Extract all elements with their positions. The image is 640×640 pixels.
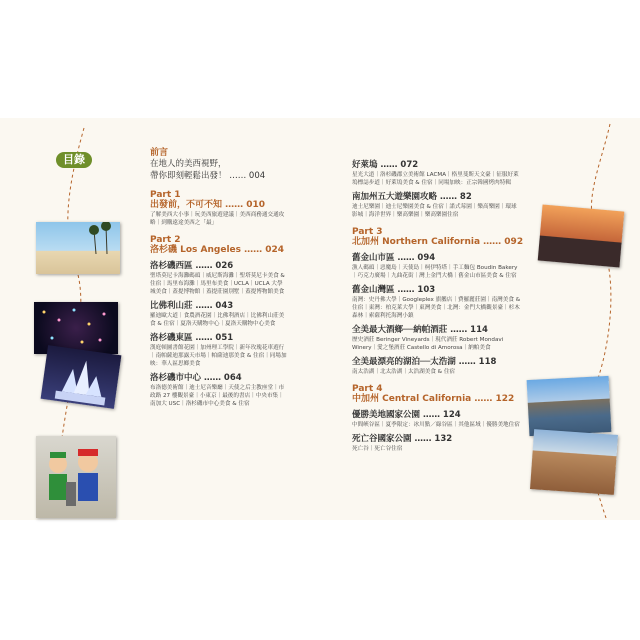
part4-section: [352, 434, 522, 453]
section-desc: 漁人碼頭｜惡魔島｜天使島｜柯伊特塔｜手工麵包 Boudin Bakery｜巧克力廣場｜九曲花街｜灣上金門大橋｜舊金山市區美食 & 住宿: [352, 265, 518, 279]
section-title[interactable]: 全美最大酒鄉──納帕酒莊 …… 114: [352, 325, 488, 335]
section-desc: 星光大道｜洛杉磯郡立美術館 LACMA｜格里斐斯天文臺｜征服好萊塢標誌步道｜好萊塢美食 & 住宿｜同場加映：正宗韓國烤肉特輯: [352, 172, 519, 186]
section-desc: 聖塔莫尼卡海灘碼頭｜威尼斯海灘｜聖塔莫尼卡美食 & 住宿｜馬里布海灘｜馬里布美食｜UCLA｜UCLA 大學城美食｜蓋提博物館｜蓋提莊園別墅｜蓋提博物館美食: [150, 273, 285, 295]
preface-label: 前言: [150, 148, 169, 158]
photo-desert-valley: [530, 429, 618, 495]
preface-line-2: 帶你即刻輕鬆出發！ …… 004: [150, 171, 266, 181]
section-title[interactable]: 優勝美地國家公園 …… 124: [352, 410, 461, 420]
part2-section: [150, 261, 288, 296]
part1-desc: 了解美西大小事｜玩美西旅遊建議｜美西商務通交通攻略｜到購遠途美西之「最」: [150, 212, 285, 226]
part2-section: [150, 333, 288, 368]
section-desc: 迪士尼樂園｜迪士尼樂園美食 & 住宿｜諾式莓園｜樂高樂園｜環球影城｜海洋世界｜樂高樂園｜樂高樂園住宿: [352, 204, 517, 218]
section-title[interactable]: 洛杉磯西區 …… 026: [150, 261, 234, 271]
section-title[interactable]: 舊金山灣區 …… 103: [352, 285, 436, 295]
section-desc: 南灣：史丹佛大學｜Googleplex 旗艦店｜費羅麗莊園｜南灣美食 & 住宿｜東灣：柏克萊大學｜東灣美食｜北灣：金門大橋觀景臺｜杉木森林｜索薩利托海灣小鎮: [352, 297, 521, 319]
section-desc: 死亡谷｜死亡谷住宿: [352, 446, 403, 452]
section-title[interactable]: 舊金山市區 …… 094: [352, 253, 436, 263]
toc-right-column: [352, 160, 522, 453]
section-desc: 羅迪歐大道｜食農酒花園｜比佛利酒店｜比佛利山莊美食 & 住宿｜夏洛天購物中心｜夏洛天購物中心美食: [150, 313, 285, 327]
part4-label: Part 4: [352, 384, 383, 394]
photo-castle-night: [41, 345, 122, 409]
part2-section: [150, 301, 288, 328]
section-title[interactable]: 全美最漂亮的湖泊──太浩湖 …… 118: [352, 357, 497, 367]
section-desc: 歷史酒莊 Beringer Vineyards｜現代酒莊 Robert Mondavi Winery｜愛之堡酒莊 Castello di Amorosa｜納帕美食: [352, 337, 504, 351]
section-desc: 布洛德美術館｜迪士尼音樂廳｜天使之后主教座堂｜市政路 27 樓觀景臺｜小東京｜最後的書店｜中央市集｜南加大 USC｜洛杉磯市中心美食 & 住宿: [150, 385, 285, 407]
preface-line-1: 在地人的美西視野，: [150, 159, 227, 169]
section-title[interactable]: 死亡谷國家公園 …… 132: [352, 434, 453, 444]
toc-badge: 目錄: [56, 152, 92, 168]
photo-mario-characters: [36, 436, 116, 518]
part2-section: [150, 373, 288, 408]
right-section: [352, 192, 522, 219]
part2-label: Part 2: [150, 235, 181, 245]
photo-lake-mountains: [527, 376, 612, 436]
part3-title[interactable]: 北加州 Northern California …… 092: [352, 237, 524, 247]
section-title[interactable]: 南加州五大遊樂園攻略 …… 82: [352, 192, 472, 202]
part3-section: [352, 253, 522, 280]
section-title[interactable]: 洛杉磯市中心 …… 064: [150, 373, 242, 383]
photo-infinity-room: [34, 302, 118, 354]
section-desc: 中間峽谷區｜夏季限定：冰川點／綠谷區｜其他區域｜優勝美地住宿: [352, 422, 520, 428]
part3-section: [352, 285, 522, 320]
toc-left-column: [150, 148, 288, 408]
right-section: [352, 160, 522, 187]
section-desc: 漢庭頓圖書館花園｜加州理工學院｜新年玫瑰花車遊行｜南帕薩迪那露天市場｜帕薩迪那美食 & 住宿｜同場加映：華人區思鄉美食: [150, 345, 287, 367]
section-title[interactable]: 好萊塢 …… 072: [352, 160, 419, 170]
part4-section: [352, 410, 522, 429]
part3-section: [352, 357, 522, 376]
part2-title[interactable]: 洛杉磯 Los Angeles …… 024: [150, 245, 285, 255]
part3-label: Part 3: [352, 227, 383, 237]
part1-title[interactable]: 出發前，不可不知 …… 010: [150, 200, 266, 210]
section-desc: 南太浩湖｜北太浩湖｜太浩湖美食 & 住宿: [352, 369, 456, 375]
part1-label: Part 1: [150, 190, 181, 200]
photo-sunset-hills: [538, 205, 625, 268]
photo-palm-beach: [36, 222, 120, 274]
section-title[interactable]: 比佛利山莊 …… 043: [150, 301, 234, 311]
part4-title[interactable]: 中加州 Central California …… 122: [352, 394, 515, 404]
part3-section: [352, 325, 522, 352]
section-title[interactable]: 洛杉磯東區 …… 051: [150, 333, 234, 343]
